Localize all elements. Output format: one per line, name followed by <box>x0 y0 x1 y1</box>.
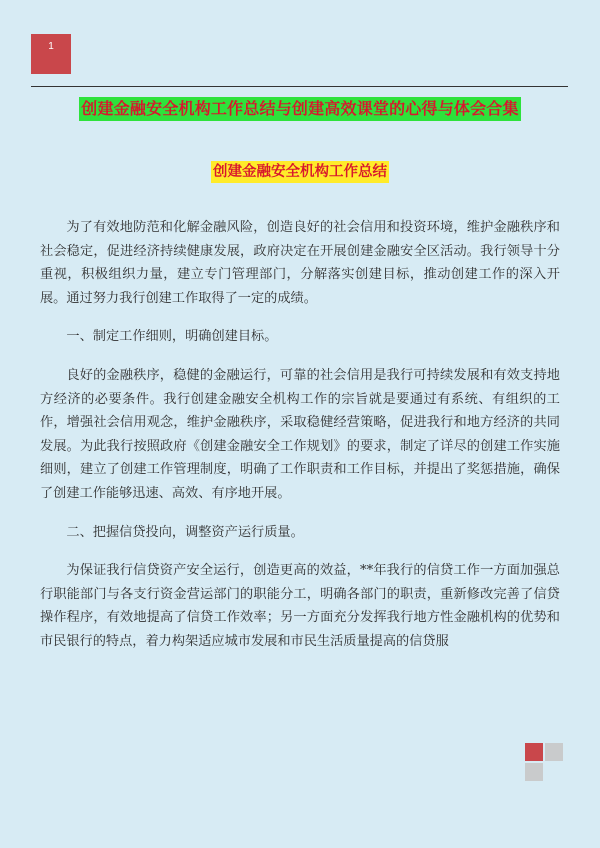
section-title: 创建金融安全机构工作总结 <box>211 161 389 183</box>
decor-square-grey-bottom <box>525 763 543 781</box>
page-number-badge <box>31 34 71 74</box>
decor-square-red <box>525 743 543 761</box>
document-body <box>40 216 560 669</box>
decor-square-grey-right <box>545 743 563 761</box>
paragraph-financial-order: 良好的金融秩序，稳健的金融运行，可靠的社会信用是我行可持续发展和有效支持地方经济的必要条件。我行创建金融安全机构工作的宗旨就是要通过有系统、有组织的工作，增强社会信用观念，维护金融秩序，采取稳健经营策略，促进我行和地方经济的共同发展。为此我行按照政府《创建金融安全工作规划》的要求，制定了详尽的创建工作实施细则，建立了创建工作管理制度，明确了工作职责和工作目标，并提出了奖惩措施，确保了创建工作能够迅速、高效、有序地开展。 <box>40 367 560 501</box>
subheading-one: 一、制定工作细则，明确创建目标。 <box>66 329 278 345</box>
paragraph-intro: 为了有效地防范和化解金融风险，创造良好的社会信用和投资环境，维护金融秩序和社会稳定，促进经济持续健康发展，政府决定在开展创建金融安全区活动。我行领导十分重视，积极组织力量，建立专门管理部门，分解落实创建目标，推动创建工作的深入开展。通过努力我行创建工作取得了一定的成绩。 <box>40 220 560 306</box>
section-title-container <box>0 161 600 183</box>
subheading-two: 二、把握信贷投向，调整资产运行质量。 <box>66 524 304 540</box>
header-divider <box>31 86 568 87</box>
main-title-container <box>0 97 600 121</box>
paragraph-credit-assets: 为保证我行信贷资产安全运行，创造更高的效益，**年我行的信贷工作一方面加强总行职能部门与各支行资金营运部门的职能分工，明确各部门的职责，重新修改完善了信贷操作程序，有效地提高了信贷工作效率；另一方面充分发挥我行地方性金融机构的优势和市民银行的特点，着力构架适应城市发展和市民生活质量提高的信贷服 <box>40 563 560 649</box>
main-title: 创建金融安全机构工作总结与创建高效课堂的心得与体会合集 <box>79 97 520 121</box>
page-number: 1 <box>48 41 54 52</box>
